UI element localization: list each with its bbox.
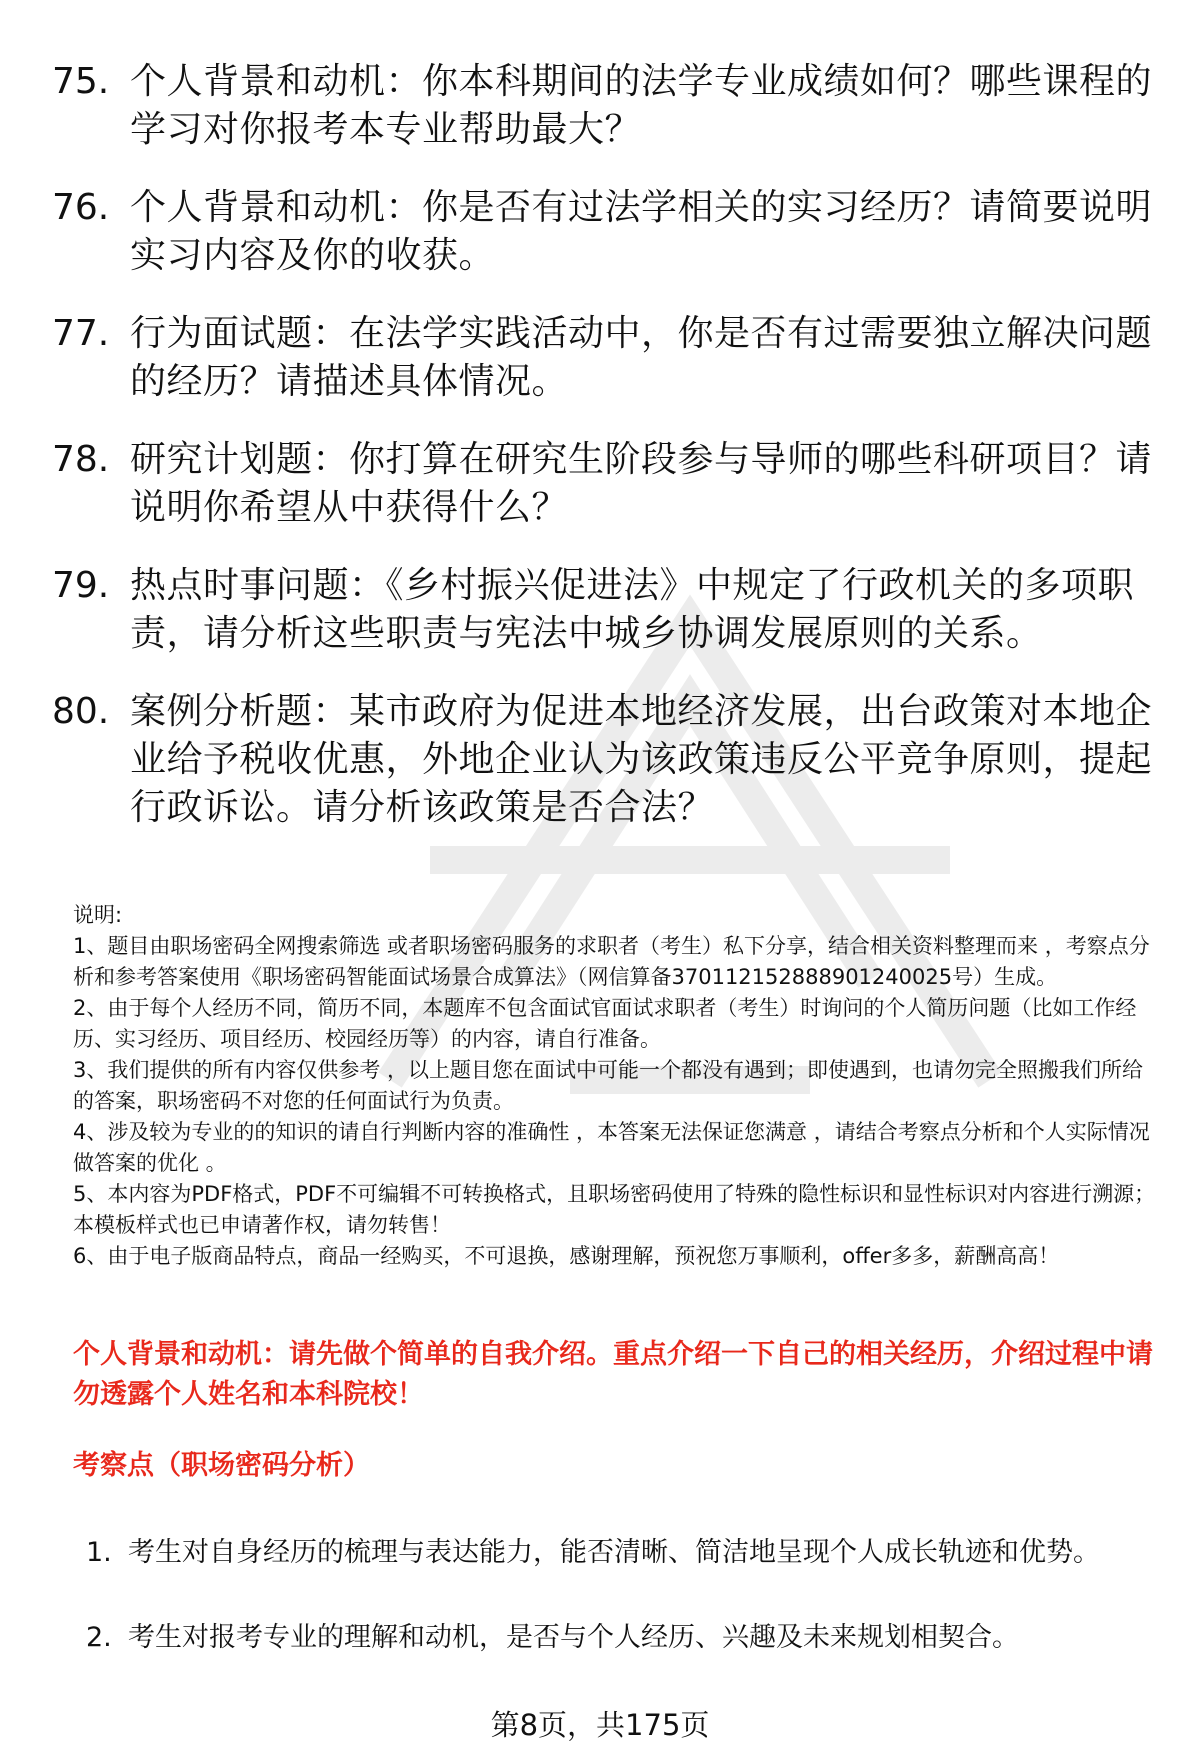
question-item [52, 562, 1152, 658]
question-item [52, 58, 1152, 154]
point-text: 考生对自身经历的梳理与表达能力，能否清晰、简洁地呈现个人成长轨迹和优势。 [128, 1537, 1100, 1568]
point-text: 考生对报考专业的理解和动机，是否与个人经历、兴趣及未来规划相契合。 [128, 1622, 1019, 1653]
point-number: 1. [86, 1537, 112, 1568]
question-item [52, 688, 1152, 832]
question-item [52, 184, 1152, 280]
question-number: 78. [52, 439, 110, 480]
note-item: 2、由于每个人经历不同，简历不同，本题库不包含面试官面试求职者（考生）时询问的个人简历问题（比如工作经历、实习经历、项目经历、校园经历等）的内容，请自行准备。 [73, 996, 1137, 1051]
question-item [52, 310, 1152, 406]
highlight-question: 个人背景和动机：请先做个简单的自我介绍。重点介绍一下自己的相关经历，介绍过程中请勿透露个人姓名和本科院校！ [73, 1339, 1153, 1410]
question-number: 75. [52, 61, 110, 102]
question-text: 案例分析题：某市政府为促进本地经济发展，出台政策对本地企业给予税收优惠，外地企业认为该政策违反公平竞争原则，提起行政诉讼。请分析该政策是否合法？ [130, 691, 1153, 828]
question-number: 80. [52, 691, 110, 732]
note-item: 5、本内容为PDF格式，PDF不可编辑不可转换格式，且职场密码使用了特殊的隐性标识和显性标识对内容进行溯源；本模板样式也已申请著作权，请勿转售！ [73, 1182, 1156, 1237]
question-number: 77. [52, 313, 110, 354]
section-title: 考察点（职场密码分析） [73, 1450, 370, 1481]
note-item: 1、题目由职场密码全网搜索筛选 或者职场密码服务的求职者（考生）私下分享，结合相关资料整理而来 ，考察点分析和参考答案使用《职场密码智能面试场景合成算法》（网信算备370112152888901240025号）生成。 [73, 934, 1150, 989]
point-item [86, 1605, 1146, 1670]
question-text: 个人背景和动机：你本科期间的法学专业成绩如何？哪些课程的学习对你报考本专业帮助最大？ [130, 61, 1153, 150]
note-item: 3、我们提供的所有内容仅供参考 ，以上题目您在面试中可能一个都没有遇到；即使遇到，也请勿完全照搬我们所给的答案，职场密码不对您的任何面试行为负责。 [73, 1058, 1144, 1113]
point-item [86, 1520, 1146, 1585]
question-text: 个人背景和动机：你是否有过法学相关的实习经历？请简要说明实习内容及你的收获。 [130, 187, 1153, 276]
point-number: 2. [86, 1622, 112, 1653]
notes-title: 说明: [73, 903, 123, 927]
question-number: 79. [52, 565, 110, 606]
question-text: 热点时事问题：《乡村振兴促进法》中规定了行政机关的多项职责，请分析这些职责与宪法中城乡协调发展原则的关系。 [130, 565, 1135, 654]
analysis-points [86, 1520, 1146, 1690]
note-item: 6、由于电子版商品特点，商品一经购买，不可退换，感谢理解，预祝您万事顺利，offer多多，薪酬高高！ [73, 1244, 1060, 1268]
question-list [52, 58, 1152, 862]
question-text: 行为面试题：在法学实践活动中，你是否有过需要独立解决问题的经历？请描述具体情况。 [130, 313, 1153, 402]
question-text: 研究计划题：你打算在研究生阶段参与导师的哪些科研项目？请说明你希望从中获得什么？ [130, 439, 1153, 528]
note-item: 4、涉及较为专业的的知识的请自行判断内容的准确性 ，本答案无法保证您满意 ，请结合考察点分析和个人实际情况做答案的优化 。 [73, 1120, 1150, 1175]
question-item [52, 436, 1152, 532]
page-footer: 第8页，共175页 [490, 1708, 710, 1742]
notes-section [73, 900, 1163, 1272]
question-number: 76. [52, 187, 110, 228]
